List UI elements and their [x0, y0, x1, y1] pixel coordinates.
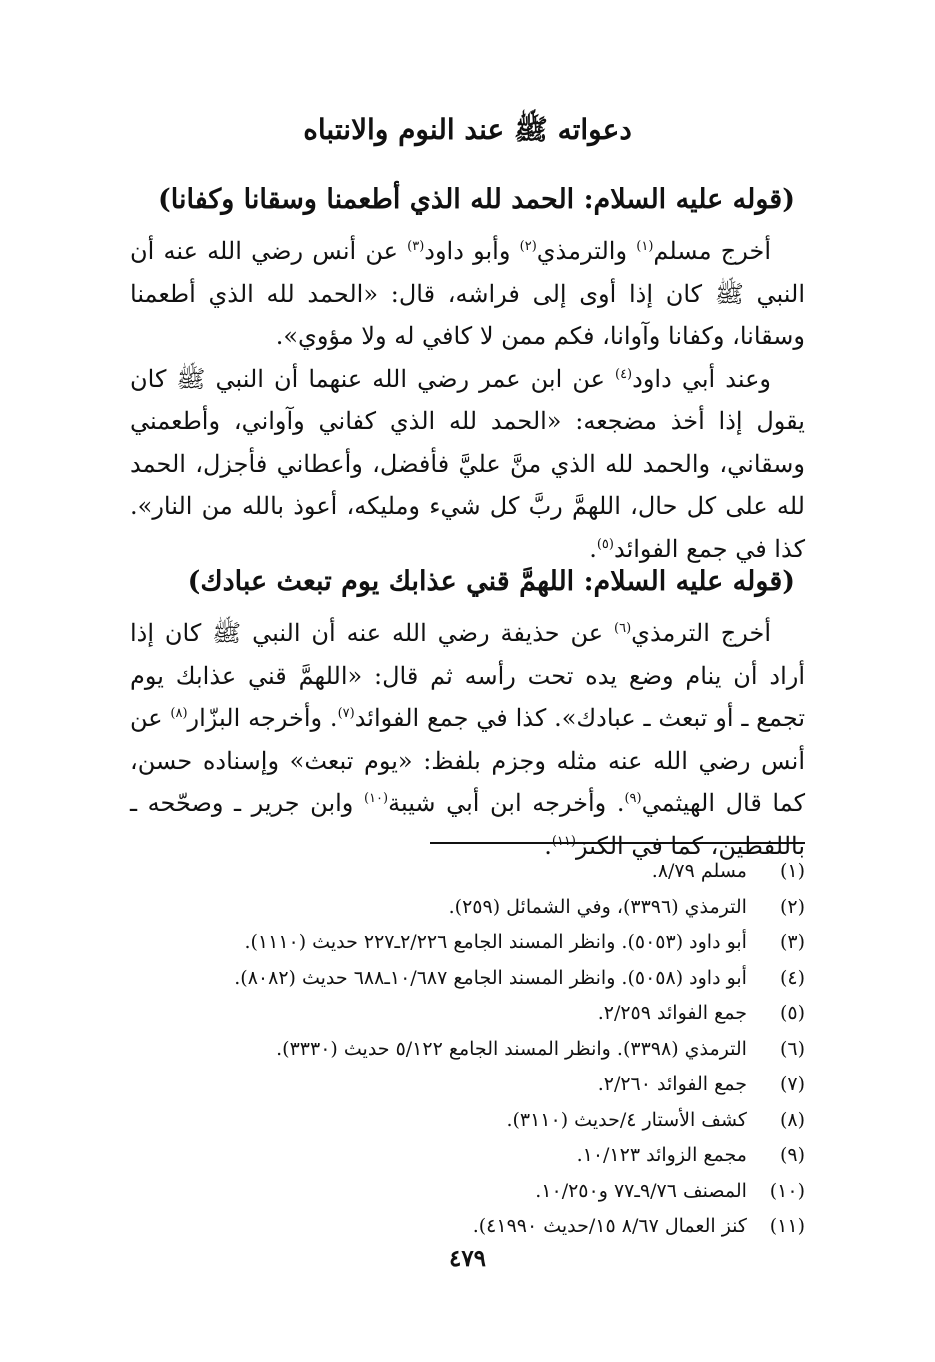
page-title: دعواته ﷺ عند النوم والانتباه [303, 113, 632, 146]
footnote-ref[interactable]: (٦) [614, 621, 632, 636]
footnote-ref[interactable]: (٥) [596, 536, 614, 552]
footnote-number: (٤) [779, 966, 805, 989]
text-run: عن أنس رضي الله عنه أن النبي ﷺ كان إذا أوى إلى فراشه، قال: «الحمد لله الذي أطعمنا وسقانا، وكفانا وآوانا، فكم ممن لا كافي له ولا مؤوي». [130, 237, 805, 350]
footnote-text: كشف الأستار ٤/حديث (٣١١٠). [506, 1108, 747, 1131]
footnote-text: مجمع الزوائد ١٠/١٢٣. [576, 1144, 747, 1166]
text-run: . وأخرجه البزّار [187, 704, 338, 732]
footnote-ref[interactable]: (١) [636, 239, 654, 254]
footnote-divider [430, 842, 805, 844]
footnote-number: (٦) [779, 1037, 805, 1060]
text-run: والترمذي [536, 237, 637, 265]
page-number: ٤٧٩ [448, 1245, 487, 1272]
footnote-list [130, 854, 805, 1245]
footnote-text: جمع الفوائد ٢/٢٥٩. [597, 1002, 747, 1024]
footnote-number: (٨) [779, 1108, 805, 1131]
footnote-number: (١) [779, 860, 805, 882]
footnote-text: الترمذي (٣٣٩٦)، وفي الشمائل (٢٥٩). [448, 895, 747, 918]
section-2-text [130, 612, 805, 867]
footnote-number: (١٠) [769, 1179, 805, 1202]
footnote-ref[interactable]: (٤) [614, 366, 633, 382]
paragraph [130, 230, 805, 358]
footnote-number: (٥) [779, 1002, 805, 1024]
footnote-number: (٩) [779, 1144, 805, 1166]
paragraph [130, 358, 805, 571]
footnote-item [130, 1174, 805, 1210]
footnote-item [130, 1067, 805, 1103]
footnote-number: (٢) [779, 895, 805, 918]
text-run: عن ابن عمر رضي الله عنهما أن النبي ﷺ كان يقول إذا أخذ مضجعه: «الحمد لله الذي كفاني وآواني، وأطعمني وسقاني، والحمد لله الذي منَّ عليَّ فأفضل، وأعطاني فأجزل، الحمد لله على كل حال، اللهمَّ ربَّ كل شيء ومليكه، أعوذ بالله من النار». كذا في جمع الفوائد [130, 364, 805, 563]
text-run: وأبو داود [424, 237, 520, 265]
footnote-ref[interactable]: (٣) [407, 239, 425, 254]
footnote-item [130, 996, 805, 1032]
footnote-text: المصنف ٩/٧٦ـ٧٧ و١٠/٢٥٠. [535, 1179, 747, 1202]
footnote-ref[interactable]: (٨) [170, 706, 188, 721]
text-run: عن أنس رضي الله عنه مثله وجزم بلفظ: «يوم تبعث» وإسناده حسن، كما قال الهيثمي [130, 704, 805, 817]
footnote-ref[interactable]: (١٠) [363, 791, 389, 806]
paragraph [130, 612, 805, 867]
footnote-ref[interactable]: (٩) [624, 791, 642, 806]
footnote-text: الترمذي (٣٣٩٨). وانظر المسند الجامع ٥/١٢٢ حديث (٣٣٣٠). [276, 1037, 747, 1060]
text-run: أخرج الترمذي [631, 619, 771, 647]
footnote-item [130, 854, 805, 890]
text-run: أخرج مسلم [653, 237, 771, 265]
footnote-item [130, 925, 805, 961]
text-run: عن حذيفة رضي الله عنه أن النبي ﷺ كان إذا أراد أن ينام وضع يده تحت رأسه ثم قال: «اللهمَّ قني عذابك يوم تجمع ـ أو تبعث ـ عبادك». كذا في جمع الفوائد [130, 619, 805, 732]
footnote-ref[interactable]: (٧) [337, 706, 355, 721]
footnote-item [130, 961, 805, 997]
footnote-text: أبو داود (٥٠٥٣). وانظر المسند الجامع ٢/٢٢٦ـ٢٢٧ حديث (١١١٠). [244, 931, 747, 953]
text-run: . [544, 831, 552, 860]
footnote-text: كنز العمال ٨/٦٧ ١٥/حديث ٤١٩٩٠). [472, 1215, 747, 1237]
footnote-item [130, 1209, 805, 1245]
footnote-item [130, 1138, 805, 1174]
footnote-ref[interactable]: (١١) [551, 833, 576, 849]
footnote-number: (٣) [779, 931, 805, 953]
footnote-ref[interactable]: (٢) [519, 239, 537, 254]
footnote-item [130, 1103, 805, 1139]
text-run: وابن جرير ـ وصحّحه ـ باللفظين، كما في الكنز [130, 789, 805, 860]
text-run: وعند أبي داود [632, 364, 771, 393]
footnote-text: أبو داود (٥٠٥٨). وانظر المسند الجامع ١٠/٦٨٧ـ٦٨٨ حديث (٨٠٨٢). [234, 966, 747, 989]
footnote-number: (٧) [779, 1073, 805, 1095]
footnote-item [130, 1032, 805, 1068]
section-1-text [130, 230, 805, 570]
footnote-text: مسلم ٨/٧٩. [651, 860, 747, 882]
section-heading-2: (قوله عليه السلام: اللهمَّ قني عذابك يوم تبعث عبادك) [187, 566, 795, 597]
text-run: . [589, 534, 597, 563]
footnote-number: (١١) [769, 1215, 805, 1237]
section-heading-1: (قوله عليه السلام: الحمد لله الذي أطعمنا وسقانا وكفانا) [157, 184, 795, 215]
text-run: . وأخرجه ابن أبي شيبة [388, 789, 625, 817]
footnote-text: جمع الفوائد ٢/٢٦٠. [597, 1073, 747, 1095]
footnote-item [130, 890, 805, 926]
